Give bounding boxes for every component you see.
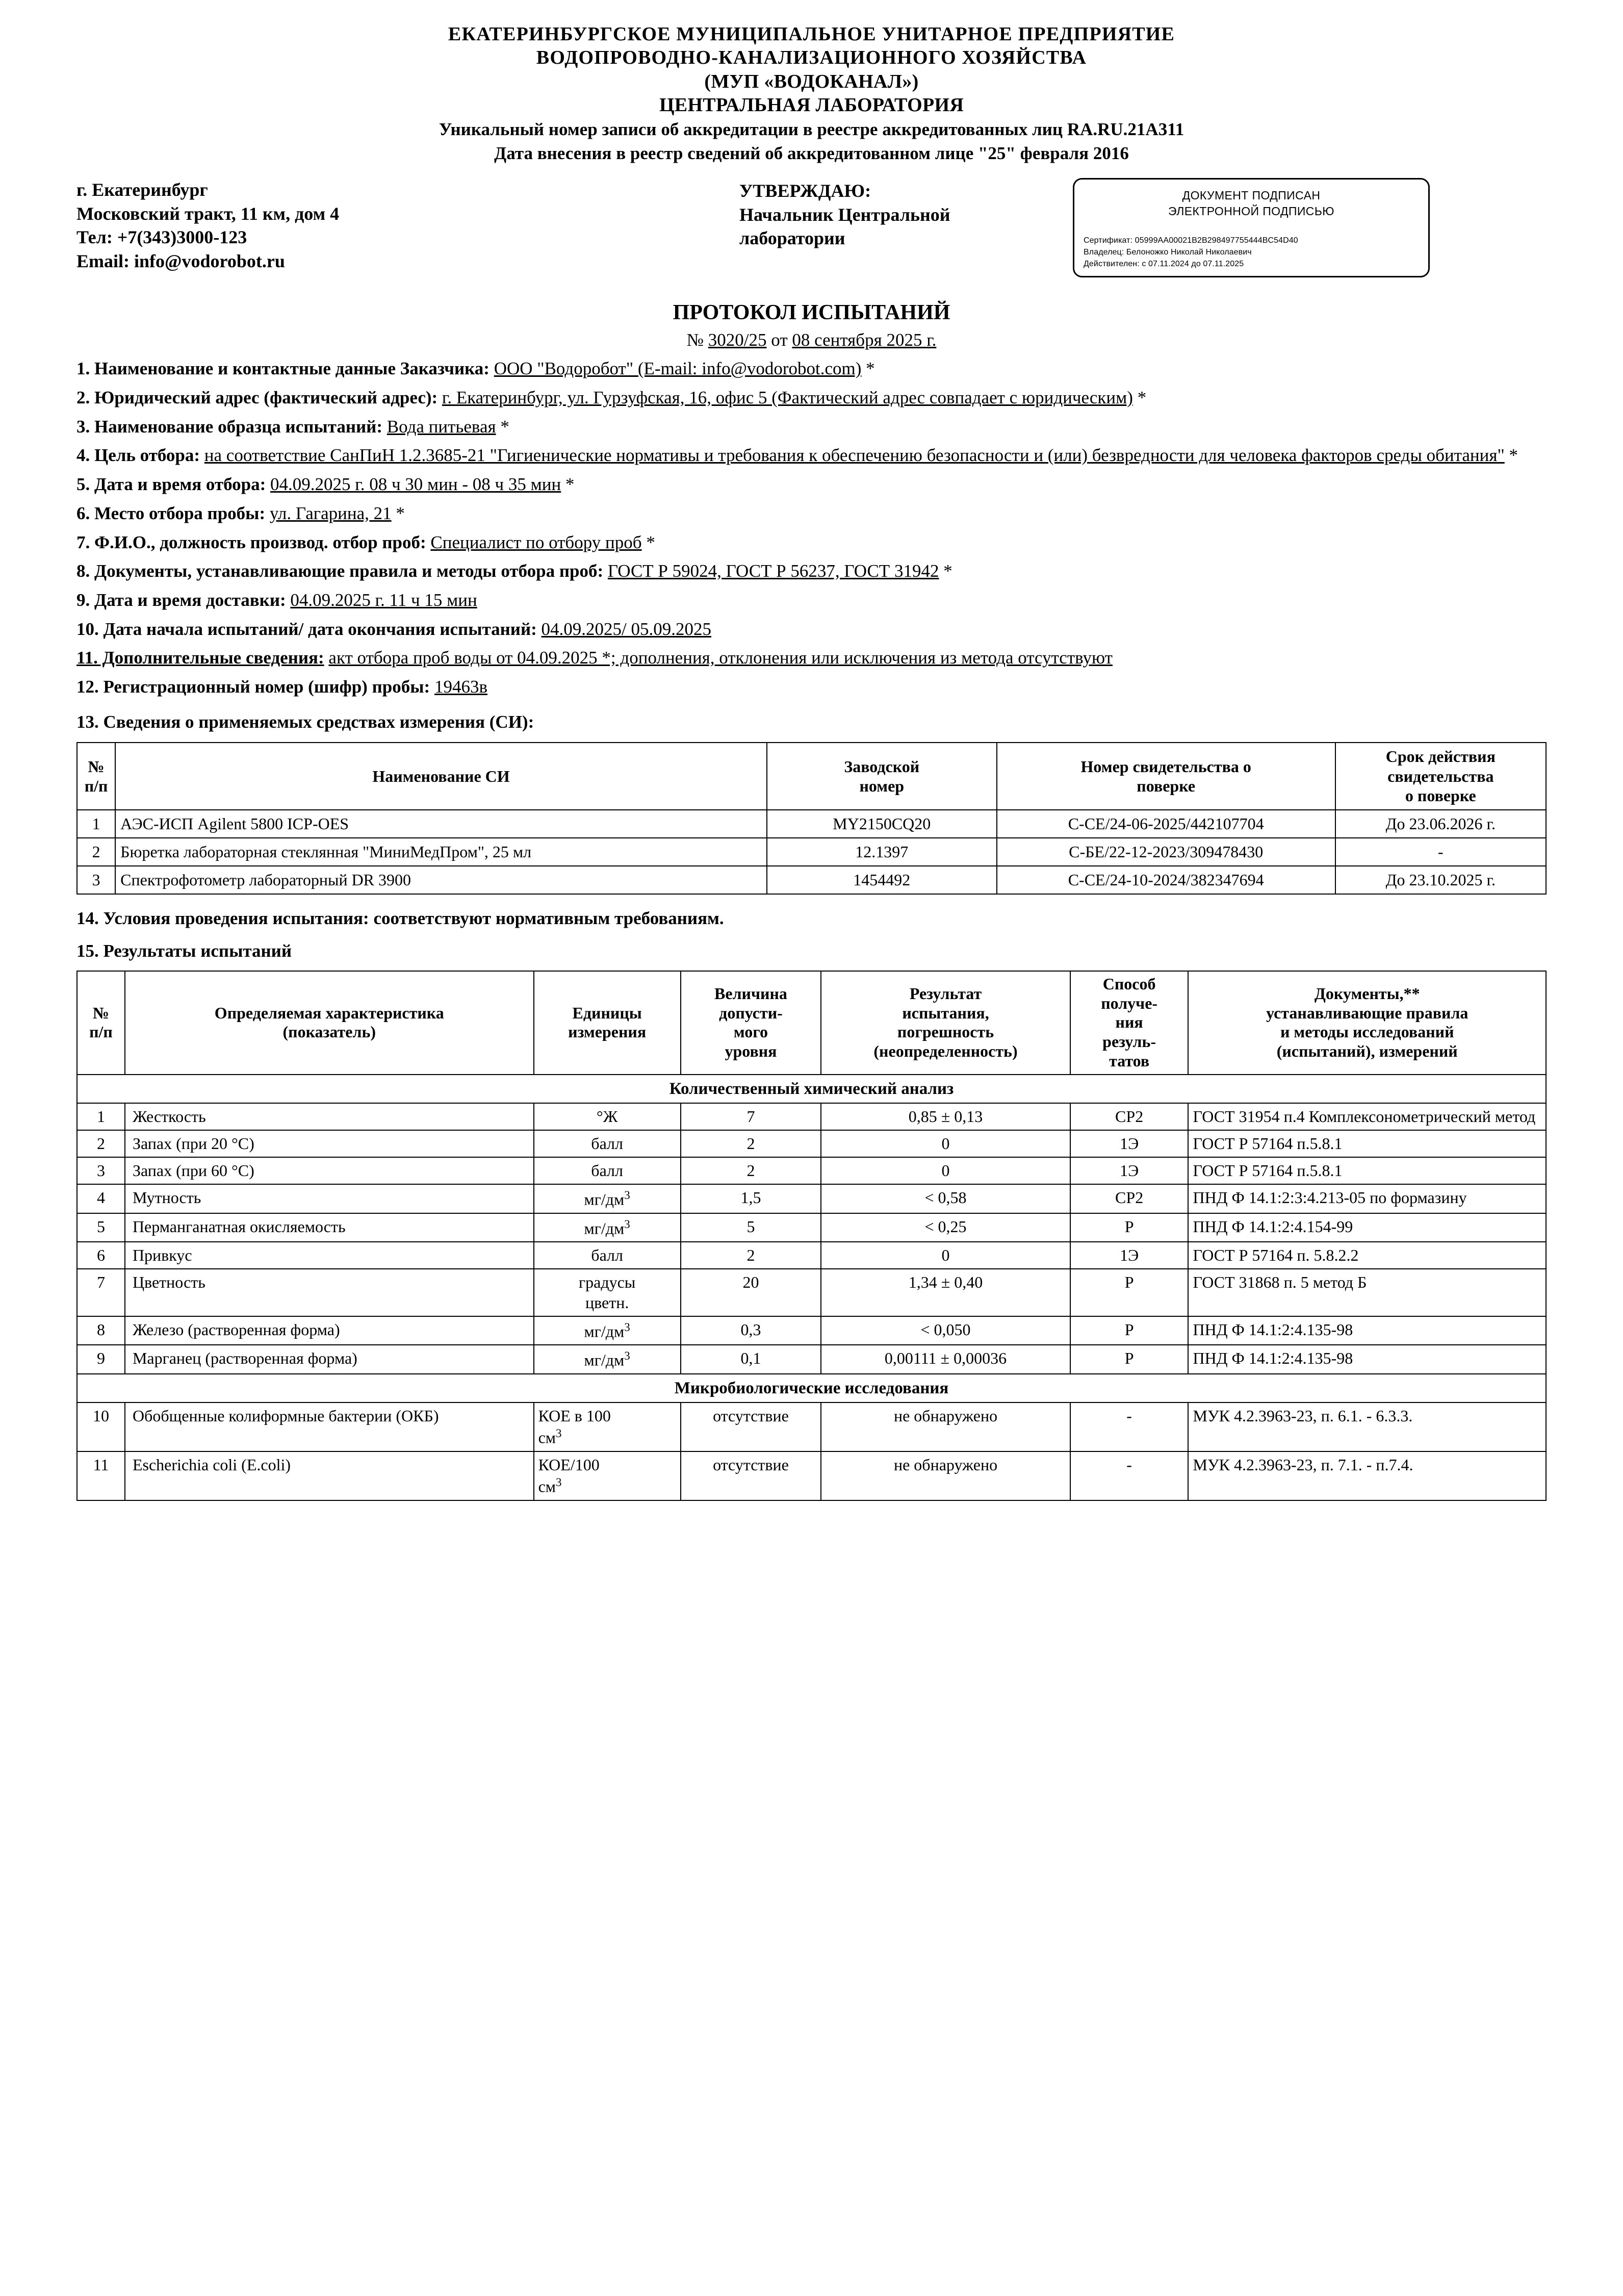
- field-additional-info: [76, 647, 1547, 669]
- si-row-cert: С-СЕ/24-10-2024/382347694: [997, 866, 1335, 894]
- res-no: 4: [77, 1184, 125, 1213]
- res-name: Жесткость: [125, 1103, 534, 1130]
- res-no: 7: [77, 1269, 125, 1316]
- res-limit: 1,5: [681, 1184, 821, 1213]
- res-unit: балл: [534, 1130, 681, 1157]
- field-legal-address: [76, 387, 1547, 409]
- res-result: 0: [821, 1157, 1070, 1184]
- si-section-title: 13. Сведения о применяемых средствах измерения (СИ):: [76, 711, 534, 732]
- field-sampling-place-label: 6. Место отбора пробы:: [76, 503, 266, 523]
- res-result: < 0,58: [821, 1184, 1070, 1213]
- field-sampling-documents: [76, 560, 1547, 582]
- field-additional-info-value: акт отбора проб воды от 04.09.2025 *; дополнения, отклонения или исключения из метода отсутствуют: [328, 648, 1113, 668]
- res-unit: КОЕ/100 $см^3$: [534, 1451, 681, 1500]
- field-sampling-datetime-value: 04.09.2025 г. 08 ч 30 мин - 08 ч 35 мин: [270, 474, 561, 495]
- field-sampling-datetime-label: 5. Дата и время отбора:: [76, 474, 266, 495]
- approval-line-3: лаборатории: [739, 228, 845, 249]
- res-no: 8: [77, 1316, 125, 1345]
- results-band-microbiological-label: Микробиологические исследования: [77, 1374, 1546, 1402]
- res-doc: ГОСТ 31868 п. 5 метод Б: [1188, 1269, 1546, 1316]
- protocol-number-line: [76, 329, 1547, 351]
- field-registration-number-label: 12. Регистрационный номер (шифр) пробы:: [76, 676, 430, 697]
- res-no: 6: [77, 1242, 125, 1269]
- table-row: [77, 1213, 1546, 1242]
- field-legal-address-star: *: [1137, 388, 1147, 408]
- table-row: [77, 1345, 1546, 1374]
- res-unit: °Ж: [534, 1103, 681, 1130]
- res-method: СР2: [1070, 1184, 1189, 1213]
- table-row: [77, 1402, 1546, 1451]
- results-table-header-row: [77, 971, 1546, 1075]
- field-test-dates-label: 10. Дата начала испытаний/ дата окончания испытаний:: [76, 619, 537, 639]
- res-name: Запах (при 20 °С): [125, 1130, 534, 1157]
- approval-text: [739, 178, 1066, 250]
- res-method: Р: [1070, 1213, 1189, 1242]
- results-band-chemical-label: Количественный химический анализ: [77, 1075, 1546, 1103]
- field-customer-star: *: [866, 359, 875, 379]
- field-sample-name: [76, 416, 1547, 438]
- res-doc: ПНД Ф 14.1:2:4.154-99: [1188, 1213, 1546, 1242]
- si-row-cert: С-СЕ/24-06-2025/442107704: [997, 810, 1335, 838]
- table-row: [77, 1184, 1546, 1213]
- si-row-serial: 1454492: [767, 866, 997, 894]
- si-table-header-row: [77, 743, 1546, 809]
- res-doc: МУК 4.2.3963-23, п. 6.1. - 6.3.3.: [1188, 1402, 1546, 1451]
- res-name: Мутность: [125, 1184, 534, 1213]
- si-col-cert: Номер свидетельства о поверке: [997, 743, 1335, 809]
- res-unit: балл: [534, 1157, 681, 1184]
- field-sampling-documents-value: ГОСТ Р 59024, ГОСТ Р 56237, ГОСТ 31942: [607, 561, 939, 581]
- field-additional-info-label: 11. Дополнительные сведения:: [76, 648, 324, 668]
- si-row-serial: MY2150CQ20: [767, 810, 997, 838]
- res-limit: 2: [681, 1130, 821, 1157]
- stamp-certificate: Сертификат: 05999AA00021B2B298497755444BC54D40: [1084, 236, 1298, 245]
- field-sample-name-value: Вода питьевая: [387, 416, 496, 437]
- res-no: 11: [77, 1451, 125, 1500]
- stamp-title-1: ДОКУМЕНТ ПОДПИСАН: [1182, 188, 1321, 202]
- res-limit: 7: [681, 1103, 821, 1130]
- res-col-documents: Документы,** устанавливающие правила и методы исследований (испытаний), измерений: [1188, 971, 1546, 1075]
- stamp-spacer: [1084, 219, 1419, 235]
- field-sampling-datetime-star: *: [565, 474, 575, 495]
- res-doc: ГОСТ Р 57164 п.5.8.1: [1188, 1130, 1546, 1157]
- lab-address: [76, 178, 739, 273]
- si-row-name: Бюретка лабораторная стеклянная "МиниМедПром", 25 мл: [115, 838, 767, 866]
- field-purpose-value: на соответствие СанПиН 1.2.3685-21 "Гигиенические нормативы и требования к обеспечению безопасности и (или) безвредности для человека факторов среды обитания": [204, 445, 1505, 466]
- table-row: [77, 810, 1546, 838]
- table-row: [77, 866, 1546, 894]
- res-limit: 20: [681, 1269, 821, 1316]
- field-registration-number: [76, 676, 1547, 698]
- res-doc: ГОСТ Р 57164 п.5.8.1: [1188, 1157, 1546, 1184]
- res-col-limit: Величина допусти- мого уровня: [681, 971, 821, 1075]
- res-limit: отсутствие: [681, 1402, 821, 1451]
- field-sample-name-label: 3. Наименование образца испытаний:: [76, 416, 382, 437]
- res-col-no: № п/п: [77, 971, 125, 1075]
- si-row-name: АЭС-ИСП Agilent 5800 ICP-OES: [115, 810, 767, 838]
- field-legal-address-label: 2. Юридический адрес (фактический адрес):: [76, 388, 438, 408]
- res-limit: отсутствие: [681, 1451, 821, 1500]
- res-doc: МУК 4.2.3963-23, п. 7.1. - п.7.4.: [1188, 1451, 1546, 1500]
- accreditation-number: Уникальный номер записи об аккредитации в реестре аккредитованных лиц RA.RU.21A311: [439, 119, 1184, 140]
- res-doc: ГОСТ 31954 п.4 Комплексонометрический метод: [1188, 1103, 1546, 1130]
- table-row: [77, 1269, 1546, 1316]
- res-unit: $мг/дм^3$: [534, 1213, 681, 1242]
- res-name: Запах (при 60 °С): [125, 1157, 534, 1184]
- field-customer-label: 1. Наименование и контактные данные Заказчика:: [76, 359, 490, 379]
- address-street: Московский тракт, 11 км, дом 4: [76, 203, 340, 224]
- field-delivery-datetime: [76, 590, 1547, 611]
- org-line-4: ЦЕНТРАЛЬНАЯ ЛАБОРАТОРИЯ: [659, 94, 964, 116]
- org-line-2: ВОДОПРОВОДНО-КАНАЛИЗАЦИОННОГО ХОЗЯЙСТВА: [536, 47, 1087, 69]
- si-row-valid: До 23.06.2026 г.: [1335, 810, 1546, 838]
- res-unit: $мг/дм^3$: [534, 1184, 681, 1213]
- table-row: [77, 1316, 1546, 1345]
- res-method: Р: [1070, 1316, 1189, 1345]
- res-result: не обнаружено: [821, 1451, 1070, 1500]
- res-col-characteristic: Определяемая характеристика (показатель): [125, 971, 534, 1075]
- si-row-serial: 12.1397: [767, 838, 997, 866]
- res-result: 0: [821, 1242, 1070, 1269]
- res-name: Железо (растворенная форма): [125, 1316, 534, 1345]
- contact-and-approval-block: [76, 178, 1547, 278]
- document-header: [76, 22, 1547, 165]
- res-name: Марганец (растворенная форма): [125, 1345, 534, 1374]
- res-col-method: Способ получе- ния резуль- татов: [1070, 971, 1189, 1075]
- test-conditions: 14. Условия проведения испытания: соответствуют нормативным требованиям.: [76, 908, 724, 928]
- field-sampling-documents-label: 8. Документы, устанавливающие правила и методы отбора проб:: [76, 561, 604, 581]
- si-col-serial: Заводской номер: [767, 743, 997, 809]
- res-no: 3: [77, 1157, 125, 1184]
- res-unit: КОЕ в 100 $см^3$: [534, 1402, 681, 1451]
- res-doc: ПНД Ф 14.1:2:4.135-98: [1188, 1316, 1546, 1345]
- field-sampling-datetime: [76, 474, 1547, 496]
- field-legal-address-value: г. Екатеринбург, ул. Гурзуфская, 16, офис 5 (Фактический адрес совпадает с юридическим): [442, 388, 1133, 408]
- field-delivery-datetime-value: 04.09.2025 г. 11 ч 15 мин: [290, 590, 477, 610]
- si-row-no: 2: [77, 838, 115, 866]
- field-sampling-place-star: *: [396, 503, 405, 523]
- si-col-valid: Срок действия свидетельства о поверке: [1335, 743, 1546, 809]
- res-name: Обобщенные колиформные бактерии (ОКБ): [125, 1402, 534, 1451]
- field-purpose-star: *: [1509, 445, 1518, 466]
- res-method: 1Э: [1070, 1157, 1189, 1184]
- field-sampler-star: *: [646, 532, 655, 552]
- results-band-chemical: [77, 1075, 1546, 1103]
- electronic-signature-stamp: [1073, 178, 1430, 278]
- res-method: Р: [1070, 1269, 1189, 1316]
- org-line-1: ЕКАТЕРИНБУРГСКОЕ МУНИЦИПАЛЬНОЕ УНИТАРНОЕ ПРЕДПРИЯТИЕ: [448, 23, 1175, 45]
- table-row: [77, 1451, 1546, 1500]
- res-result: 0,00111 ± 0,00036: [821, 1345, 1070, 1374]
- table-row: [77, 1130, 1546, 1157]
- field-purpose: [76, 445, 1547, 467]
- res-method: -: [1070, 1451, 1189, 1500]
- accreditation-date: Дата внесения в реестр сведений об аккредитованном лице "25" февраля 2016: [494, 143, 1129, 164]
- stamp-owner: Владелец: Белоножко Николай Николаевич: [1084, 248, 1252, 257]
- test-results-table: [76, 971, 1547, 1501]
- field-registration-number-value: 19463в: [434, 676, 487, 697]
- field-sampler: [76, 532, 1547, 554]
- res-no: 9: [77, 1345, 125, 1374]
- res-unit: $мг/дм^3$: [534, 1316, 681, 1345]
- res-method: 1Э: [1070, 1242, 1189, 1269]
- res-col-units: Единицы измерения: [534, 971, 681, 1075]
- res-doc: ГОСТ Р 57164 п. 5.8.2.2: [1188, 1242, 1546, 1269]
- results-section-title: 15. Результаты испытаний: [76, 941, 292, 961]
- res-method: СР2: [1070, 1103, 1189, 1130]
- res-unit: градусы цветн.: [534, 1269, 681, 1316]
- protocol-date: 08 сентября 2025 г.: [792, 329, 937, 350]
- res-result: < 0,25: [821, 1213, 1070, 1242]
- si-row-no: 3: [77, 866, 115, 894]
- res-result: не обнаружено: [821, 1402, 1070, 1451]
- res-doc: ПНД Ф 14.1:2:3:4.213-05 по формазину: [1188, 1184, 1546, 1213]
- res-result: 0,85 ± 0,13: [821, 1103, 1070, 1130]
- si-row-cert: С-БЕ/22-12-2023/309478430: [997, 838, 1335, 866]
- si-col-no: № п/п: [77, 743, 115, 809]
- res-method: 1Э: [1070, 1130, 1189, 1157]
- measuring-instruments-table: [76, 742, 1547, 894]
- address-email: Email: info@vodorobot.ru: [76, 251, 285, 272]
- address-city: г. Екатеринбург: [76, 179, 208, 200]
- protocol-number: 3020/25: [708, 329, 767, 350]
- res-doc: ПНД Ф 14.1:2:4.135-98: [1188, 1345, 1546, 1374]
- stamp-title-2: ЭЛЕКТРОННОЙ ПОДПИСЬЮ: [1168, 204, 1334, 218]
- address-phone: Тел: +7(343)3000-123: [76, 227, 247, 248]
- field-delivery-datetime-label: 9. Дата и время доставки:: [76, 590, 286, 610]
- field-sampling-documents-star: *: [943, 561, 952, 581]
- res-name: Escherichia coli (E.coli): [125, 1451, 534, 1500]
- field-test-dates: [76, 619, 1547, 641]
- stamp-validity: Действителен: с 07.11.2024 до 07.11.2025: [1084, 260, 1244, 269]
- res-result: 1,34 ± 0,40: [821, 1269, 1070, 1316]
- org-line-3: (МУП «ВОДОКАНАЛ»): [704, 70, 919, 92]
- table-row: [77, 838, 1546, 866]
- res-limit: 0,3: [681, 1316, 821, 1345]
- res-method: Р: [1070, 1345, 1189, 1374]
- protocol-number-prefix: №: [686, 329, 704, 350]
- res-no: 5: [77, 1213, 125, 1242]
- res-limit: 5: [681, 1213, 821, 1242]
- si-col-name: Наименование СИ: [115, 743, 767, 809]
- res-result: < 0,050: [821, 1316, 1070, 1345]
- res-result: 0: [821, 1130, 1070, 1157]
- field-sampling-place: [76, 503, 1547, 525]
- res-limit: 2: [681, 1157, 821, 1184]
- res-no: 10: [77, 1402, 125, 1451]
- field-test-dates-value: 04.09.2025/ 05.09.2025: [541, 619, 712, 639]
- table-row: [77, 1242, 1546, 1269]
- res-unit: балл: [534, 1242, 681, 1269]
- res-limit: 0,1: [681, 1345, 821, 1374]
- res-name: Перманганатная окисляемость: [125, 1213, 534, 1242]
- field-sampler-value: Специалист по отбору проб: [430, 532, 642, 552]
- field-customer: [76, 358, 1547, 380]
- field-sampler-label: 7. Ф.И.О., должность производ. отбор проб:: [76, 532, 426, 552]
- si-row-valid: До 23.10.2025 г.: [1335, 866, 1546, 894]
- field-customer-value: ООО "Водоробот" (E-mail: info@vodorobot.com): [494, 359, 862, 379]
- res-no: 1: [77, 1103, 125, 1130]
- approval-line-2: Начальник Центральной: [739, 204, 950, 225]
- si-row-valid: -: [1335, 838, 1546, 866]
- table-row: [77, 1103, 1546, 1130]
- res-name: Цветность: [125, 1269, 534, 1316]
- protocol-date-prefix: от: [771, 329, 788, 350]
- table-row: [77, 1157, 1546, 1184]
- res-unit: $мг/дм^3$: [534, 1345, 681, 1374]
- si-row-name: Спектрофотометр лабораторный DR 3900: [115, 866, 767, 894]
- res-name: Привкус: [125, 1242, 534, 1269]
- res-limit: 2: [681, 1242, 821, 1269]
- protocol-title: ПРОТОКОЛ ИСПЫТАНИЙ: [673, 301, 950, 325]
- field-purpose-label: 4. Цель отбора:: [76, 445, 200, 466]
- res-col-result: Результат испытания, погрешность (неопределенность): [821, 971, 1070, 1075]
- si-row-no: 1: [77, 810, 115, 838]
- res-no: 2: [77, 1130, 125, 1157]
- field-sampling-place-value: ул. Гагарина, 21: [269, 503, 392, 523]
- field-sample-name-star: *: [500, 416, 509, 437]
- results-band-microbiological: [77, 1374, 1546, 1402]
- res-method: -: [1070, 1402, 1189, 1451]
- approval-line-1: УТВЕРЖДАЮ:: [739, 180, 871, 201]
